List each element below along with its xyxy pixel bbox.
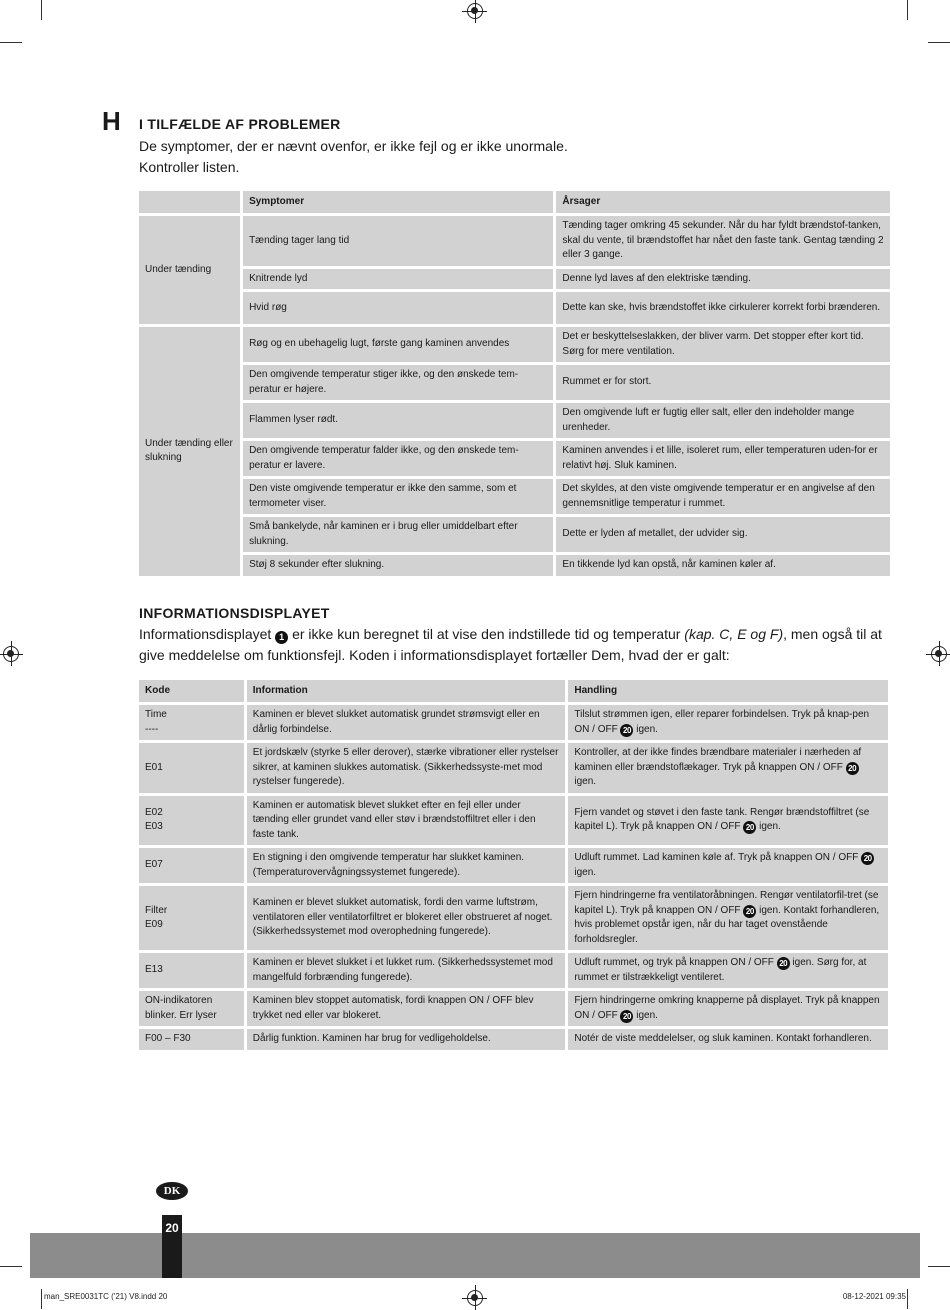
chapter-reference: (kap. C, E og F)	[684, 626, 784, 642]
code-line-1: Time	[145, 709, 167, 720]
information-cell: Kaminen er automatisk blevet slukket efter en fejl eller under tænding eller grundet vand eller støv i brændstoffiltret eller i den faste tank.	[247, 796, 566, 846]
symptom-cell: Den viste omgivende temperatur er ikke den samme, som et termometer viser.	[243, 479, 553, 514]
button-20-badge: 20	[743, 905, 756, 918]
action-text-end: igen. Kontakt forhandleren, hvis problemet opstår igen, når du har taget ovenstående forholdsregler.	[574, 904, 880, 945]
action-text-end: igen.	[574, 776, 597, 787]
code-line-1: E02	[145, 806, 163, 818]
cause-cell: Den omgivende luft er fugtig eller salt, eller den indeholder mange urenheder.	[556, 403, 890, 438]
action-text: Fjern hindringerne omkring knapperne på displayet. Tryk på knappen ON / OFF	[574, 995, 880, 1021]
registration-mark-left	[3, 646, 19, 662]
table-header-row	[139, 680, 888, 702]
info-text-b: er ikke kun beregnet til at vise den indstillede tid og temperatur	[288, 626, 685, 642]
table-row	[139, 1029, 888, 1050]
group-label-ignition: Under tænding	[139, 216, 240, 324]
table-row	[139, 848, 888, 883]
action-text: Udluft rummet, og tryk på knappen ON / OFF	[574, 957, 777, 968]
action-text-end: igen.	[756, 821, 781, 833]
symptom-cell: Tænding tager lang tid	[243, 216, 553, 266]
action-text-end: igen.	[633, 723, 658, 735]
code-line-2: ----	[145, 723, 159, 735]
code-line-1: E13	[145, 964, 163, 976]
registration-mark-right	[931, 646, 947, 662]
button-20-badge: 20	[743, 821, 756, 834]
button-20-badge: 20	[777, 957, 790, 970]
header-symptoms: Symptomer	[243, 191, 553, 213]
action-cell	[568, 1029, 888, 1050]
information-cell: Kaminen er blevet slukket automatisk, fordi den varme luftstrøm, ventilatoren eller ventilatorfiltret er blokeret eller obstrueret af noget. (Sikkerhedssystemet mod overophedning fungerede).	[247, 886, 566, 950]
symptom-cell: Støj 8 sekunder efter slukning.	[243, 555, 553, 576]
information-cell: Dårlig funktion. Kaminen har brug for vedligeholdelse.	[247, 1029, 566, 1050]
button-20-badge: 20	[861, 852, 874, 865]
table-row	[139, 269, 890, 290]
code-cell	[139, 705, 244, 740]
table-row	[139, 991, 888, 1026]
action-text: Kontroller, at der ikke findes brændbare materialer i nærheden af kaminen eller brændstoflækager. Tryk på knappen ON / OFF	[574, 747, 862, 773]
symptom-cell: Hvid røg	[243, 292, 553, 324]
action-cell	[568, 991, 888, 1026]
info-text-a: Informationsdisplayet	[139, 626, 272, 642]
information-cell: Et jordskælv (styrke 5 eller derover), stærke vibrationer eller rystelser sikrer, at kaminen slukkes automatisk. (Sikkerhedssyste-met mod rystelser fungerede).	[247, 743, 566, 793]
table-row	[139, 796, 888, 846]
table-row	[139, 705, 888, 740]
cause-cell: Tænding tager omkring 45 sekunder. Når du har fyldt brændstof-tanken, skal du vente, til brændstoffet har nået den faste tank. Gentag tænding 2 eller 3 gange.	[556, 216, 890, 266]
info-display-text	[139, 624, 889, 666]
action-text-end: igen.	[633, 1009, 658, 1021]
action-cell	[568, 796, 888, 846]
troubleshooting-table	[136, 188, 893, 579]
table-row	[139, 216, 890, 266]
action-text: Fjern hindringerne fra ventilatoråbningen. Rengør ventilatorfil-tret (se kapitel L). Tryk på knappen ON / OFF	[574, 890, 879, 916]
table-row	[139, 365, 890, 400]
action-cell	[568, 953, 888, 988]
table-row	[139, 292, 890, 324]
intro-text	[139, 136, 879, 178]
information-cell: Kaminen er blevet slukket automatisk grundet strømsvigt eller en dårlig forbindelse.	[247, 705, 566, 740]
file-slug: man_SRE0031TC ('21) V8.indd 20	[44, 1292, 168, 1301]
table-row	[139, 953, 888, 988]
table-row	[139, 327, 890, 362]
code-cell	[139, 796, 244, 846]
symptom-cell: Knitrende lyd	[243, 269, 553, 290]
action-text: Notér de viste meddelelser, og sluk kaminen. Kontakt forhandleren.	[574, 1033, 872, 1044]
code-cell	[139, 743, 244, 793]
code-line-1: E01	[145, 761, 163, 773]
table-row	[139, 441, 890, 476]
action-cell	[568, 705, 888, 740]
section-title: I TILFÆLDE AF PROBLEMER	[139, 116, 341, 132]
language-badge: DK	[156, 1182, 188, 1200]
table-row	[139, 517, 890, 552]
table-row	[139, 479, 890, 514]
action-text: Fjern vandet og støvet i den faste tank. Rengør brændstoffiltret (se kapitel L). Tryk på knappen ON / OFF	[574, 806, 870, 833]
code-line-1: ON-indikatoren blinker. Err lyser	[145, 995, 217, 1021]
code-cell	[139, 848, 244, 883]
code-line-1: F00 – F30	[145, 1033, 191, 1044]
header-blank	[139, 191, 240, 213]
header-code: Kode	[139, 680, 244, 702]
date-slug: 08-12-2021 09:35	[842, 1292, 906, 1301]
code-cell	[139, 953, 244, 988]
symptom-cell: Flammen lyser rødt.	[243, 403, 553, 438]
cause-cell: Det skyldes, at den viste omgivende temperatur er en angivelse af den gennemsnitlige temperatur i rummet.	[556, 479, 890, 514]
action-cell	[568, 848, 888, 883]
section-letter: H	[102, 106, 121, 136]
info-display-title: INFORMATIONSDISPLAYET	[139, 605, 330, 621]
table-row	[139, 886, 888, 950]
button-20-badge: 20	[846, 762, 859, 775]
code-cell	[139, 886, 244, 950]
symptom-cell: Den omgivende temperatur stiger ikke, og den ønskede tem-peratur er højere.	[243, 365, 553, 400]
cause-cell: Rummet er for stort.	[556, 365, 890, 400]
table-row	[139, 743, 888, 793]
info-text-c: , men også til at give meddelelse om funktionsfejl. Koden i informationsdisplayet fortæller Dem, hvad der er galt:	[139, 626, 882, 663]
error-code-table	[136, 677, 891, 1053]
cause-cell: En tikkende lyd kan opstå, når kaminen køler af.	[556, 555, 890, 576]
table-row	[139, 403, 890, 438]
registration-mark-bottom	[467, 1290, 483, 1306]
code-cell	[139, 1029, 244, 1050]
header-causes: Årsager	[556, 191, 890, 213]
code-line-2: E03	[145, 821, 163, 833]
cause-cell: Kaminen anvendes i et lille, isoleret rum, eller temperaturen uden-for er relativt høj. Sluk kaminen.	[556, 441, 890, 476]
display-number-badge: 1	[275, 631, 288, 644]
symptom-cell: Små bankelyde, når kaminen er i brug eller umiddelbart efter slukning.	[243, 517, 553, 552]
code-line-1: Filter	[145, 904, 168, 916]
information-cell: En stigning i den omgivende temperatur har slukket kaminen. (Temperaturovervågningssystemet fungerede).	[247, 848, 566, 883]
action-text-end: igen.	[574, 866, 597, 878]
symptom-cell: Den omgivende temperatur falder ikke, og den ønskede tem-peratur er lavere.	[243, 441, 553, 476]
information-cell: Kaminen er blevet slukket i et lukket rum. (Sikkerhedssystemet mod mangelfuld forbrænding fungerede).	[247, 953, 566, 988]
table-row	[139, 555, 890, 576]
intro-line-2: Kontroller listen.	[139, 159, 240, 175]
intro-line-1: De symptomer, der er nævnt ovenfor, er ikke fejl og er ikke unormale.	[139, 138, 568, 154]
button-20-badge: 20	[620, 1010, 633, 1023]
cause-cell: Denne lyd laves af den elektriske tænding.	[556, 269, 890, 290]
code-line-2: E09	[145, 919, 163, 930]
code-cell	[139, 991, 244, 1026]
cause-cell: Det er beskyttelseslakken, der bliver varm. Det stopper efter kort tid. Sørg for mere ventilation.	[556, 327, 890, 362]
cause-cell: Dette kan ske, hvis brændstoffet ikke cirkulerer korrekt forbi brænderen.	[556, 292, 890, 324]
action-cell	[568, 743, 888, 793]
page-number: 20	[162, 1215, 182, 1278]
symptom-cell: Røg og en ubehagelig lugt, første gang kaminen anvendes	[243, 327, 553, 362]
action-text: Tilslut strømmen igen, eller reparer forbindelsen. Tryk på knap-pen ON / OFF	[574, 709, 870, 735]
action-cell	[568, 886, 888, 950]
action-text-end: igen. Sørg for, at rummet er tilstrækkeligt ventileret.	[574, 957, 867, 983]
group-label-ignition-or-shutdown: Under tænding eller slukning	[139, 327, 240, 576]
action-text: Udluft rummet. Lad kaminen køle af. Tryk på knappen ON / OFF	[574, 852, 862, 863]
registration-mark-top	[467, 3, 483, 19]
button-20-badge: 20	[620, 724, 633, 737]
header-action: Handling	[568, 680, 888, 702]
information-cell: Kaminen blev stoppet automatisk, fordi knappen ON / OFF blev trykket ned eller var blokeret.	[247, 991, 566, 1026]
header-information: Information	[247, 680, 566, 702]
code-line-1: E07	[145, 859, 163, 871]
cause-cell: Dette er lyden af metallet, der udvider sig.	[556, 517, 890, 552]
table-header-row	[139, 191, 890, 213]
